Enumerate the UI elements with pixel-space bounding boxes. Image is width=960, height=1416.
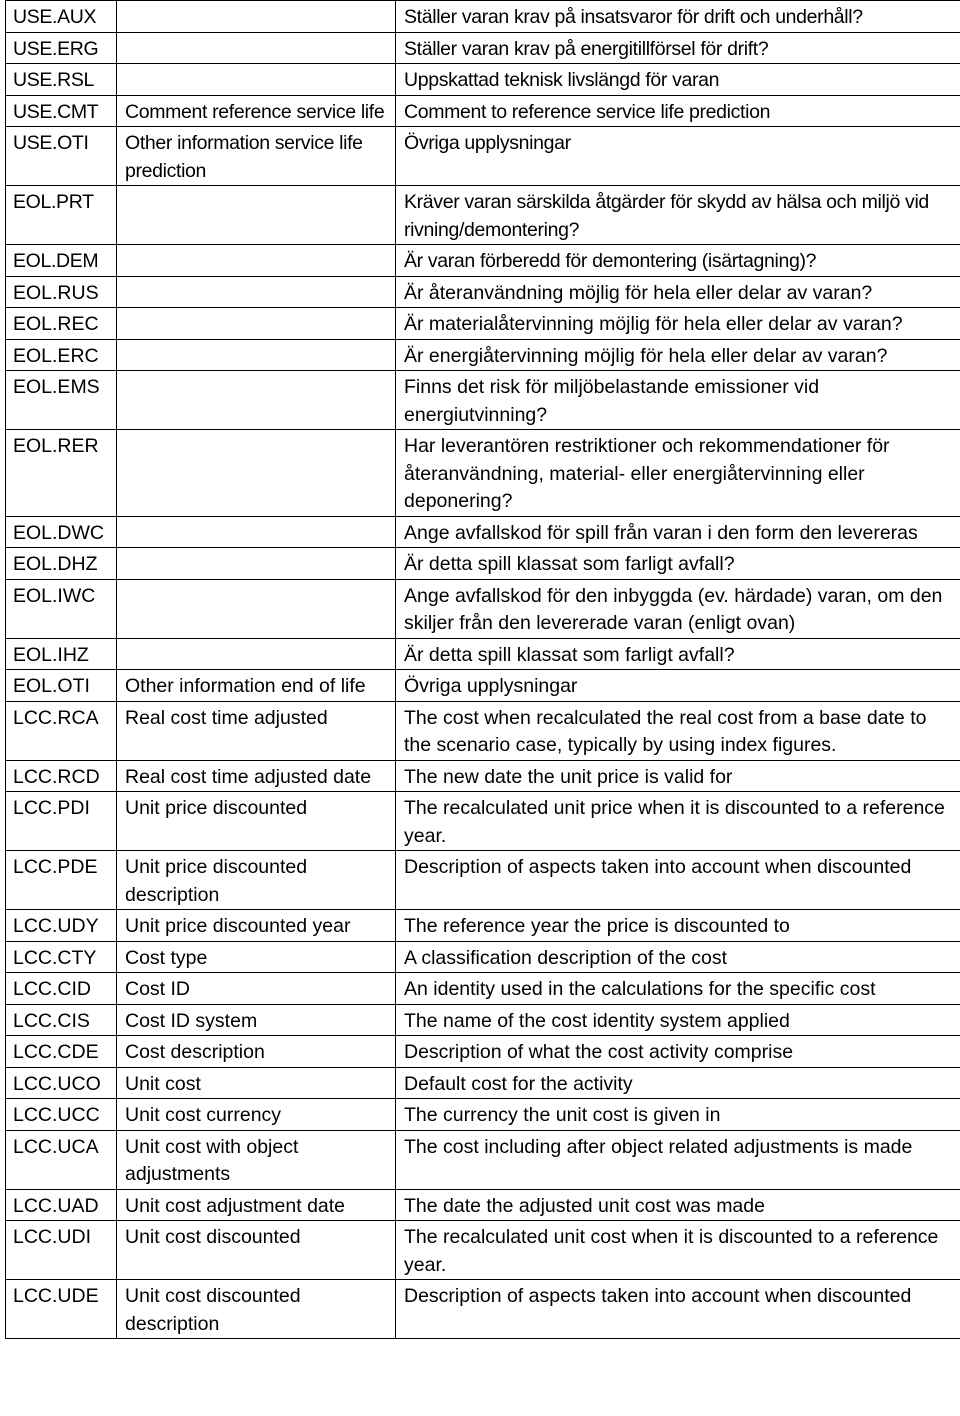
table-row [6, 579, 960, 638]
property-code-cell: LCC.CID [6, 973, 117, 1005]
table-row [6, 760, 960, 792]
table-row [6, 1221, 960, 1280]
table-row [6, 792, 960, 851]
property-code-cell: EOL.RER [6, 430, 117, 517]
property-table-page [5, 0, 960, 1339]
property-description-cell: Description of what the cost activity comprise [396, 1036, 960, 1068]
property-name-cell: Cost ID [117, 973, 396, 1005]
property-name-cell [117, 1, 396, 33]
table-row [6, 638, 960, 670]
property-description-cell: The name of the cost identity system applied [396, 1004, 960, 1036]
property-code-cell: LCC.UAD [6, 1189, 117, 1221]
property-code-cell: EOL.OTI [6, 670, 117, 702]
property-description-cell: Är energiåtervinning möjlig för hela eller delar av varan? [396, 339, 960, 371]
property-code-cell: LCC.PDI [6, 792, 117, 851]
property-name-cell: Cost type [117, 941, 396, 973]
table-row [6, 308, 960, 340]
property-name-cell: Unit cost discounted [117, 1221, 396, 1280]
property-name-cell: Unit price discounted year [117, 910, 396, 942]
property-description-cell: The reference year the price is discounted to [396, 910, 960, 942]
property-code-cell: EOL.DHZ [6, 548, 117, 580]
property-description-cell: Ställer varan krav på insatsvaror för drift och underhåll? [396, 1, 960, 33]
property-description-cell: The date the adjusted unit cost was made [396, 1189, 960, 1221]
property-description-cell: Har leverantören restriktioner och rekommendationer för återanvändning, material- eller energiåtervinning eller deponering? [396, 430, 960, 517]
table-row [6, 371, 960, 430]
property-code-cell: EOL.RUS [6, 276, 117, 308]
property-description-cell: Övriga upplysningar [396, 127, 960, 186]
property-description-cell: The cost including after object related adjustments is made [396, 1130, 960, 1189]
table-row [6, 670, 960, 702]
property-code-cell: USE.OTI [6, 127, 117, 186]
property-name-cell [117, 186, 396, 245]
property-name-cell: Cost ID system [117, 1004, 396, 1036]
table-row [6, 516, 960, 548]
table-row [6, 973, 960, 1005]
property-name-cell [117, 516, 396, 548]
property-description-cell: Finns det risk för miljöbelastande emissioner vid energiutvinning? [396, 371, 960, 430]
property-description-cell: An identity used in the calculations for the specific cost [396, 973, 960, 1005]
property-code-cell: LCC.UCC [6, 1099, 117, 1131]
table-row [6, 941, 960, 973]
property-name-cell: Cost description [117, 1036, 396, 1068]
property-code-cell: LCC.RCD [6, 760, 117, 792]
property-description-cell: The recalculated unit cost when it is discounted to a reference year. [396, 1221, 960, 1280]
table-row [6, 1036, 960, 1068]
property-code-cell: LCC.PDE [6, 851, 117, 910]
property-description-cell: Ange avfallskod för den inbyggda (ev. härdade) varan, om den skiljer från den levererade varan (enligt ovan) [396, 579, 960, 638]
table-row [6, 548, 960, 580]
table-row [6, 245, 960, 277]
property-name-cell [117, 430, 396, 517]
table-row [6, 127, 960, 186]
property-code-cell: LCC.CTY [6, 941, 117, 973]
property-name-cell [117, 308, 396, 340]
property-code-cell: LCC.RCA [6, 701, 117, 760]
property-description-cell: The new date the unit price is valid for [396, 760, 960, 792]
property-name-cell [117, 276, 396, 308]
property-description-cell: Är detta spill klassat som farligt avfall? [396, 548, 960, 580]
property-description-cell: A classification description of the cost [396, 941, 960, 973]
property-description-cell: Kräver varan särskilda åtgärder för skydd av hälsa och miljö vid rivning/demontering? [396, 186, 960, 245]
property-name-cell: Other information service life prediction [117, 127, 396, 186]
property-description-cell: The currency the unit cost is given in [396, 1099, 960, 1131]
property-name-cell [117, 245, 396, 277]
property-code-cell: LCC.CDE [6, 1036, 117, 1068]
table-row [6, 1189, 960, 1221]
property-description-cell: Ange avfallskod för spill från varan i den form den levereras [396, 516, 960, 548]
property-description-cell: Description of aspects taken into account when discounted [396, 851, 960, 910]
property-description-cell: Är materialåtervinning möjlig för hela eller delar av varan? [396, 308, 960, 340]
property-code-cell: EOL.IWC [6, 579, 117, 638]
property-name-cell [117, 579, 396, 638]
table-row [6, 1280, 960, 1339]
property-code-cell: EOL.REC [6, 308, 117, 340]
property-code-cell: EOL.DEM [6, 245, 117, 277]
property-description-cell: Övriga upplysningar [396, 670, 960, 702]
property-code-cell: LCC.UCA [6, 1130, 117, 1189]
property-name-cell: Real cost time adjusted date [117, 760, 396, 792]
property-name-cell: Unit price discounted [117, 792, 396, 851]
property-code-cell: USE.RSL [6, 64, 117, 96]
property-description-cell: The recalculated unit price when it is discounted to a reference year. [396, 792, 960, 851]
property-description-cell: Är varan förberedd för demontering (isärtagning)? [396, 245, 960, 277]
table-row [6, 701, 960, 760]
property-description-cell: Ställer varan krav på energitillförsel för drift? [396, 32, 960, 64]
property-name-cell [117, 339, 396, 371]
property-description-cell: Är återanvändning möjlig för hela eller delar av varan? [396, 276, 960, 308]
table-row [6, 32, 960, 64]
property-name-cell [117, 548, 396, 580]
property-name-cell [117, 638, 396, 670]
property-code-cell: EOL.ERC [6, 339, 117, 371]
property-code-cell: EOL.PRT [6, 186, 117, 245]
property-name-cell: Real cost time adjusted [117, 701, 396, 760]
property-code-cell: EOL.EMS [6, 371, 117, 430]
property-code-cell: EOL.DWC [6, 516, 117, 548]
property-code-cell: LCC.UCO [6, 1067, 117, 1099]
table-row [6, 95, 960, 127]
property-description-cell: Comment to reference service life prediction [396, 95, 960, 127]
table-row [6, 1067, 960, 1099]
property-code-cell: LCC.UDI [6, 1221, 117, 1280]
property-definition-table [5, 0, 960, 1339]
table-row [6, 851, 960, 910]
property-code-cell: USE.ERG [6, 32, 117, 64]
property-code-cell: EOL.IHZ [6, 638, 117, 670]
property-name-cell: Unit cost discounted description [117, 1280, 396, 1339]
property-name-cell: Unit price discounted description [117, 851, 396, 910]
property-code-cell: USE.CMT [6, 95, 117, 127]
property-name-cell: Other information end of life [117, 670, 396, 702]
table-row [6, 1, 960, 33]
property-description-cell: Default cost for the activity [396, 1067, 960, 1099]
property-description-cell: Description of aspects taken into account when discounted [396, 1280, 960, 1339]
property-description-cell: Är detta spill klassat som farligt avfall? [396, 638, 960, 670]
table-row [6, 430, 960, 517]
property-name-cell [117, 64, 396, 96]
table-row [6, 339, 960, 371]
property-name-cell: Unit cost with object adjustments [117, 1130, 396, 1189]
property-code-cell: USE.AUX [6, 1, 117, 33]
table-row [6, 1099, 960, 1131]
table-row [6, 1004, 960, 1036]
table-body [6, 1, 960, 1339]
property-name-cell: Unit cost adjustment date [117, 1189, 396, 1221]
property-description-cell: The cost when recalculated the real cost from a base date to the scenario case, typically by using index figures. [396, 701, 960, 760]
property-code-cell: LCC.UDE [6, 1280, 117, 1339]
property-description-cell: Uppskattad teknisk livslängd för varan [396, 64, 960, 96]
table-row [6, 186, 960, 245]
property-name-cell: Unit cost [117, 1067, 396, 1099]
table-row [6, 276, 960, 308]
property-name-cell [117, 32, 396, 64]
table-row [6, 64, 960, 96]
property-code-cell: LCC.CIS [6, 1004, 117, 1036]
property-name-cell: Unit cost currency [117, 1099, 396, 1131]
table-row [6, 910, 960, 942]
property-name-cell: Comment reference service life [117, 95, 396, 127]
property-code-cell: LCC.UDY [6, 910, 117, 942]
table-row [6, 1130, 960, 1189]
property-name-cell [117, 371, 396, 430]
